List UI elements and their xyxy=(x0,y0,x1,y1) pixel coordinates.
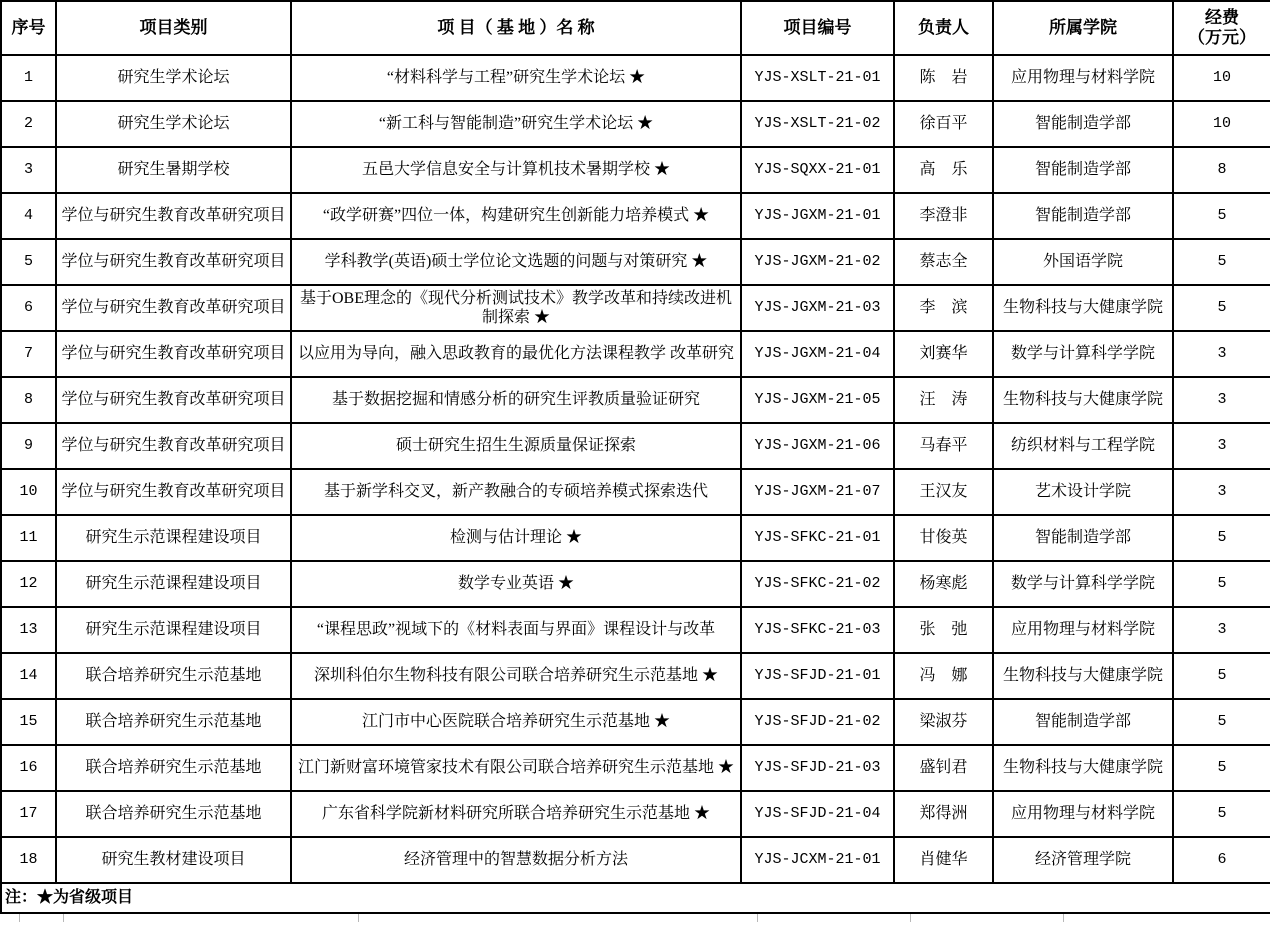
cell-funds: 5 xyxy=(1173,699,1270,745)
cell-college: 智能制造学部 xyxy=(993,101,1173,147)
table-row xyxy=(1,515,1270,561)
cell-funds: 5 xyxy=(1173,561,1270,607)
cell-college: 经济管理学院 xyxy=(993,837,1173,883)
cell-leader: 汪 涛 xyxy=(894,377,993,423)
cell-category: 联合培养研究生示范基地 xyxy=(56,653,291,699)
cell-college: 纺织材料与工程学院 xyxy=(993,423,1173,469)
cell-funds: 8 xyxy=(1173,147,1270,193)
table-row xyxy=(1,745,1270,791)
cell-funds: 5 xyxy=(1173,515,1270,561)
table-row xyxy=(1,55,1270,101)
table-row xyxy=(1,285,1270,331)
table-footer xyxy=(1,883,1270,913)
cell-code: YJS-SFJD-21-02 xyxy=(741,699,894,745)
cell-college: 生物科技与大健康学院 xyxy=(993,285,1173,331)
table-row xyxy=(1,101,1270,147)
cell-index: 7 xyxy=(1,331,56,377)
table-row xyxy=(1,699,1270,745)
cell-funds: 3 xyxy=(1173,469,1270,515)
note-text: 注：★为省级项目 xyxy=(1,883,1270,913)
table-row xyxy=(1,653,1270,699)
cell-funds: 3 xyxy=(1173,607,1270,653)
cell-category: 联合培养研究生示范基地 xyxy=(56,699,291,745)
cell-name: “新工科与智能制造”研究生学术论坛 ★ xyxy=(291,101,741,147)
cell-code: YJS-SFKC-21-02 xyxy=(741,561,894,607)
cell-category: 联合培养研究生示范基地 xyxy=(56,791,291,837)
cell-category: 研究生学术论坛 xyxy=(56,101,291,147)
cell-college: 外国语学院 xyxy=(993,239,1173,285)
table-row xyxy=(1,607,1270,653)
cell-name: 基于新学科交叉，新产教融合的专硕培养模式探索迭代 xyxy=(291,469,741,515)
cell-category: 研究生示范课程建设项目 xyxy=(56,607,291,653)
cell-category: 联合培养研究生示范基地 xyxy=(56,745,291,791)
cell-funds: 3 xyxy=(1173,377,1270,423)
header-leader: 负责人 xyxy=(894,1,993,55)
cell-leader: 李 滨 xyxy=(894,285,993,331)
spreadsheet-gridline-strip xyxy=(0,914,1270,922)
cell-index: 2 xyxy=(1,101,56,147)
cell-index: 3 xyxy=(1,147,56,193)
cell-index: 6 xyxy=(1,285,56,331)
cell-college: 智能制造学部 xyxy=(993,193,1173,239)
cell-leader: 甘俊英 xyxy=(894,515,993,561)
cell-college: 应用物理与材料学院 xyxy=(993,55,1173,101)
gridline-tick xyxy=(358,914,359,922)
cell-leader: 马春平 xyxy=(894,423,993,469)
cell-name: 基于OBE理念的《现代分析测试技术》教学改革和持续改进机制探索 ★ xyxy=(291,285,741,331)
table-header xyxy=(1,1,1270,55)
cell-index: 1 xyxy=(1,55,56,101)
cell-college: 艺术设计学院 xyxy=(993,469,1173,515)
cell-leader: 盛钊君 xyxy=(894,745,993,791)
cell-funds: 5 xyxy=(1173,791,1270,837)
cell-name: 基于数据挖掘和情感分析的研究生评教质量验证研究 xyxy=(291,377,741,423)
cell-funds: 3 xyxy=(1173,423,1270,469)
table-body xyxy=(1,55,1270,883)
cell-name: 广东省科学院新材料研究所联合培养研究生示范基地 ★ xyxy=(291,791,741,837)
cell-code: YJS-JCXM-21-01 xyxy=(741,837,894,883)
cell-funds: 5 xyxy=(1173,239,1270,285)
cell-index: 16 xyxy=(1,745,56,791)
cell-leader: 高 乐 xyxy=(894,147,993,193)
cell-leader: 张 弛 xyxy=(894,607,993,653)
cell-college: 智能制造学部 xyxy=(993,147,1173,193)
cell-category: 研究生暑期学校 xyxy=(56,147,291,193)
cell-leader: 肖健华 xyxy=(894,837,993,883)
cell-code: YJS-JGXM-21-01 xyxy=(741,193,894,239)
cell-leader: 蔡志全 xyxy=(894,239,993,285)
cell-code: YJS-JGXM-21-07 xyxy=(741,469,894,515)
cell-college: 生物科技与大健康学院 xyxy=(993,377,1173,423)
cell-category: 研究生示范课程建设项目 xyxy=(56,515,291,561)
cell-index: 10 xyxy=(1,469,56,515)
cell-funds: 3 xyxy=(1173,331,1270,377)
cell-index: 17 xyxy=(1,791,56,837)
cell-index: 9 xyxy=(1,423,56,469)
cell-index: 15 xyxy=(1,699,56,745)
cell-index: 5 xyxy=(1,239,56,285)
table-row xyxy=(1,193,1270,239)
table-row xyxy=(1,469,1270,515)
cell-leader: 陈 岩 xyxy=(894,55,993,101)
cell-code: YJS-JGXM-21-05 xyxy=(741,377,894,423)
note-row xyxy=(1,883,1270,913)
cell-name: 经济管理中的智慧数据分析方法 xyxy=(291,837,741,883)
cell-index: 13 xyxy=(1,607,56,653)
header-row xyxy=(1,1,1270,55)
cell-leader: 王汉友 xyxy=(894,469,993,515)
cell-name: “材料科学与工程”研究生学术论坛 ★ xyxy=(291,55,741,101)
cell-code: YJS-SFJD-21-01 xyxy=(741,653,894,699)
header-funds-line2: （万元） xyxy=(1188,28,1256,47)
cell-code: YJS-SQXX-21-01 xyxy=(741,147,894,193)
cell-name: 以应用为导向，融入思政教育的最优化方法课程教学 改革研究 xyxy=(291,331,741,377)
cell-index: 4 xyxy=(1,193,56,239)
cell-name: 江门新财富环境管家技术有限公司联合培养研究生示范基地 ★ xyxy=(291,745,741,791)
cell-funds: 6 xyxy=(1173,837,1270,883)
cell-code: YJS-XSLT-21-02 xyxy=(741,101,894,147)
cell-code: YJS-JGXM-21-04 xyxy=(741,331,894,377)
header-funds-line1: 经费 xyxy=(1205,8,1239,28)
cell-leader: 李澄非 xyxy=(894,193,993,239)
cell-category: 研究生示范课程建设项目 xyxy=(56,561,291,607)
cell-code: YJS-SFJD-21-04 xyxy=(741,791,894,837)
cell-funds: 5 xyxy=(1173,653,1270,699)
cell-leader: 杨寒彪 xyxy=(894,561,993,607)
cell-funds: 5 xyxy=(1173,285,1270,331)
cell-name: 检测与估计理论 ★ xyxy=(291,515,741,561)
cell-code: YJS-JGXM-21-06 xyxy=(741,423,894,469)
cell-category: 学位与研究生教育改革研究项目 xyxy=(56,193,291,239)
table-row xyxy=(1,561,1270,607)
cell-code: YJS-XSLT-21-01 xyxy=(741,55,894,101)
cell-leader: 郑得洲 xyxy=(894,791,993,837)
header-code: 项目编号 xyxy=(741,1,894,55)
cell-funds: 10 xyxy=(1173,55,1270,101)
gridline-tick xyxy=(19,914,20,922)
cell-code: YJS-JGXM-21-02 xyxy=(741,239,894,285)
cell-index: 18 xyxy=(1,837,56,883)
gridline-tick xyxy=(757,914,758,922)
cell-name: 江门市中心医院联合培养研究生示范基地 ★ xyxy=(291,699,741,745)
cell-code: YJS-SFKC-21-01 xyxy=(741,515,894,561)
cell-college: 数学与计算科学学院 xyxy=(993,561,1173,607)
cell-name: 硕士研究生招生生源质量保证探索 xyxy=(291,423,741,469)
header-index: 序号 xyxy=(1,1,56,55)
cell-leader: 梁淑芬 xyxy=(894,699,993,745)
table-row xyxy=(1,147,1270,193)
cell-category: 学位与研究生教育改革研究项目 xyxy=(56,331,291,377)
gridline-tick xyxy=(1063,914,1064,922)
cell-funds: 5 xyxy=(1173,745,1270,791)
cell-college: 应用物理与材料学院 xyxy=(993,791,1173,837)
cell-category: 学位与研究生教育改革研究项目 xyxy=(56,239,291,285)
table-row xyxy=(1,331,1270,377)
cell-category: 学位与研究生教育改革研究项目 xyxy=(56,469,291,515)
cell-code: YJS-SFKC-21-03 xyxy=(741,607,894,653)
cell-name: “政学研赛”四位一体，构建研究生创新能力培养模式 ★ xyxy=(291,193,741,239)
cell-college: 生物科技与大健康学院 xyxy=(993,745,1173,791)
cell-college: 数学与计算科学学院 xyxy=(993,331,1173,377)
cell-college: 应用物理与材料学院 xyxy=(993,607,1173,653)
cell-funds: 10 xyxy=(1173,101,1270,147)
table-row xyxy=(1,837,1270,883)
cell-category: 学位与研究生教育改革研究项目 xyxy=(56,285,291,331)
cell-index: 12 xyxy=(1,561,56,607)
cell-name: 数学专业英语 ★ xyxy=(291,561,741,607)
table-row xyxy=(1,423,1270,469)
header-name: 项 目（ 基 地 ）名 称 xyxy=(291,1,741,55)
cell-category: 研究生教材建设项目 xyxy=(56,837,291,883)
header-funds xyxy=(1173,1,1270,55)
cell-category: 学位与研究生教育改革研究项目 xyxy=(56,423,291,469)
cell-name: 深圳科伯尔生物科技有限公司联合培养研究生示范基地 ★ xyxy=(291,653,741,699)
gridline-tick xyxy=(63,914,64,922)
cell-name: 学科教学(英语)硕士学位论文选题的问题与对策研究 ★ xyxy=(291,239,741,285)
cell-index: 14 xyxy=(1,653,56,699)
cell-funds: 5 xyxy=(1173,193,1270,239)
cell-leader: 刘赛华 xyxy=(894,331,993,377)
cell-category: 学位与研究生教育改革研究项目 xyxy=(56,377,291,423)
cell-index: 11 xyxy=(1,515,56,561)
cell-college: 智能制造学部 xyxy=(993,515,1173,561)
header-college: 所属学院 xyxy=(993,1,1173,55)
cell-category: 研究生学术论坛 xyxy=(56,55,291,101)
cell-college: 智能制造学部 xyxy=(993,699,1173,745)
table-row xyxy=(1,239,1270,285)
cell-code: YJS-SFJD-21-03 xyxy=(741,745,894,791)
cell-code: YJS-JGXM-21-03 xyxy=(741,285,894,331)
table-row xyxy=(1,791,1270,837)
cell-name: “课程思政”视域下的《材料表面与界面》课程设计与改革 xyxy=(291,607,741,653)
cell-leader: 徐百平 xyxy=(894,101,993,147)
cell-leader: 冯 娜 xyxy=(894,653,993,699)
cell-college: 生物科技与大健康学院 xyxy=(993,653,1173,699)
header-category: 项目类别 xyxy=(56,1,291,55)
cell-index: 8 xyxy=(1,377,56,423)
table-row xyxy=(1,377,1270,423)
cell-name: 五邑大学信息安全与计算机技术暑期学校 ★ xyxy=(291,147,741,193)
gridline-tick xyxy=(910,914,911,922)
